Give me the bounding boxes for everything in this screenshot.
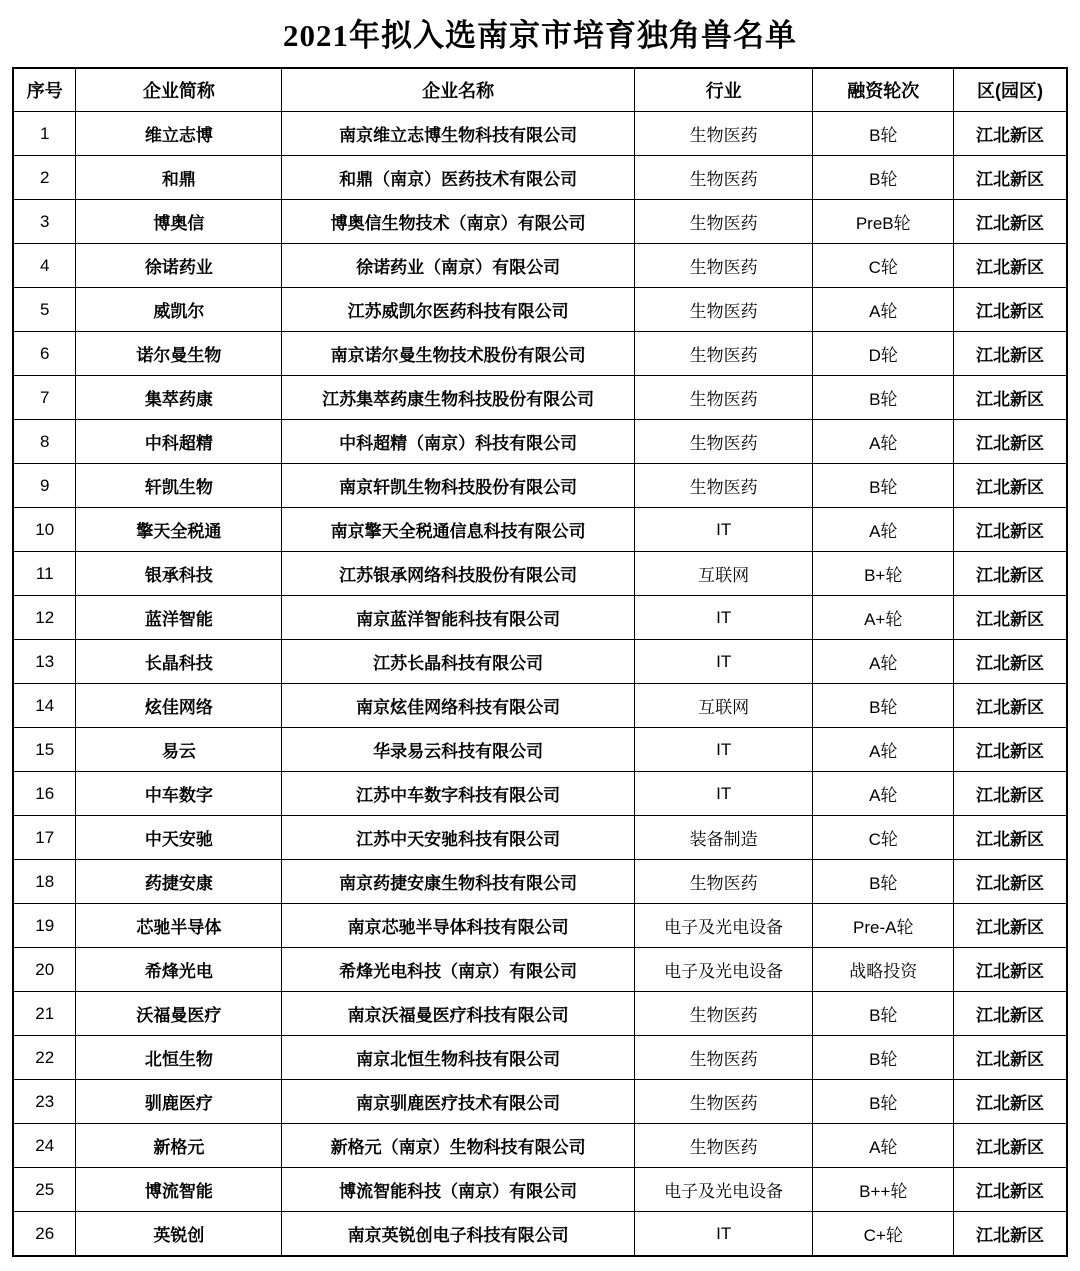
cell-short-name: 蓝洋智能 <box>76 596 282 640</box>
cell-industry: IT <box>634 508 812 552</box>
cell-district: 江北新区 <box>954 684 1067 728</box>
cell-index: 4 <box>13 244 76 288</box>
cell-district: 江北新区 <box>954 244 1067 288</box>
cell-funding-round: C+轮 <box>813 1212 954 1257</box>
cell-industry: 生物医药 <box>634 420 812 464</box>
cell-short-name: 轩凯生物 <box>76 464 282 508</box>
cell-index: 24 <box>13 1124 76 1168</box>
cell-industry: 生物医药 <box>634 464 812 508</box>
cell-funding-round: A轮 <box>813 420 954 464</box>
cell-short-name: 维立志博 <box>76 112 282 156</box>
cell-district: 江北新区 <box>954 948 1067 992</box>
cell-district: 江北新区 <box>954 860 1067 904</box>
cell-funding-round: 战略投资 <box>813 948 954 992</box>
cell-industry: 生物医药 <box>634 992 812 1036</box>
cell-funding-round: B++轮 <box>813 1168 954 1212</box>
cell-district: 江北新区 <box>954 640 1067 684</box>
cell-short-name: 希烽光电 <box>76 948 282 992</box>
cell-funding-round: Pre-A轮 <box>813 904 954 948</box>
table-row <box>13 684 1067 728</box>
table-row <box>13 1036 1067 1080</box>
cell-full-name: 华录易云科技有限公司 <box>282 728 635 772</box>
cell-full-name: 博流智能科技（南京）有限公司 <box>282 1168 635 1212</box>
cell-district: 江北新区 <box>954 1168 1067 1212</box>
table-row <box>13 464 1067 508</box>
cell-short-name: 中科超精 <box>76 420 282 464</box>
cell-full-name: 希烽光电科技（南京）有限公司 <box>282 948 635 992</box>
cell-short-name: 银承科技 <box>76 552 282 596</box>
cell-district: 江北新区 <box>954 508 1067 552</box>
cell-full-name: 南京沃福曼医疗科技有限公司 <box>282 992 635 1036</box>
cell-short-name: 驯鹿医疗 <box>76 1080 282 1124</box>
cell-district: 江北新区 <box>954 1080 1067 1124</box>
table-row <box>13 1212 1067 1257</box>
cell-industry: 电子及光电设备 <box>634 948 812 992</box>
table-row <box>13 816 1067 860</box>
cell-index: 25 <box>13 1168 76 1212</box>
unicorn-list-table <box>12 67 1068 1257</box>
cell-index: 19 <box>13 904 76 948</box>
cell-short-name: 易云 <box>76 728 282 772</box>
cell-full-name: 南京蓝洋智能科技有限公司 <box>282 596 635 640</box>
cell-index: 20 <box>13 948 76 992</box>
cell-funding-round: B+轮 <box>813 552 954 596</box>
cell-funding-round: A轮 <box>813 508 954 552</box>
cell-full-name: 南京炫佳网络科技有限公司 <box>282 684 635 728</box>
cell-district: 江北新区 <box>954 552 1067 596</box>
cell-district: 江北新区 <box>954 1036 1067 1080</box>
cell-index: 22 <box>13 1036 76 1080</box>
table-row <box>13 288 1067 332</box>
cell-short-name: 中车数字 <box>76 772 282 816</box>
cell-funding-round: D轮 <box>813 332 954 376</box>
cell-index: 10 <box>13 508 76 552</box>
cell-district: 江北新区 <box>954 464 1067 508</box>
cell-index: 14 <box>13 684 76 728</box>
cell-short-name: 徐诺药业 <box>76 244 282 288</box>
cell-funding-round: A轮 <box>813 772 954 816</box>
cell-district: 江北新区 <box>954 596 1067 640</box>
cell-funding-round: C轮 <box>813 816 954 860</box>
table-body <box>13 112 1067 1257</box>
cell-short-name: 药捷安康 <box>76 860 282 904</box>
cell-index: 26 <box>13 1212 76 1257</box>
cell-district: 江北新区 <box>954 1212 1067 1257</box>
cell-short-name: 擎天全税通 <box>76 508 282 552</box>
cell-industry: 电子及光电设备 <box>634 904 812 948</box>
cell-full-name: 南京诺尔曼生物技术股份有限公司 <box>282 332 635 376</box>
table-row <box>13 156 1067 200</box>
cell-full-name: 和鼎（南京）医药技术有限公司 <box>282 156 635 200</box>
cell-short-name: 集萃药康 <box>76 376 282 420</box>
cell-index: 6 <box>13 332 76 376</box>
cell-district: 江北新区 <box>954 728 1067 772</box>
cell-full-name: 中科超精（南京）科技有限公司 <box>282 420 635 464</box>
cell-full-name: 南京药捷安康生物科技有限公司 <box>282 860 635 904</box>
column-header-industry: 行业 <box>634 68 812 112</box>
cell-index: 15 <box>13 728 76 772</box>
cell-short-name: 炫佳网络 <box>76 684 282 728</box>
cell-index: 2 <box>13 156 76 200</box>
cell-funding-round: C轮 <box>813 244 954 288</box>
cell-index: 23 <box>13 1080 76 1124</box>
cell-industry: IT <box>634 1212 812 1257</box>
cell-index: 16 <box>13 772 76 816</box>
cell-funding-round: B轮 <box>813 860 954 904</box>
table-header <box>13 68 1067 112</box>
cell-full-name: 新格元（南京）生物科技有限公司 <box>282 1124 635 1168</box>
cell-funding-round: PreB轮 <box>813 200 954 244</box>
cell-short-name: 诺尔曼生物 <box>76 332 282 376</box>
cell-short-name: 和鼎 <box>76 156 282 200</box>
cell-funding-round: A+轮 <box>813 596 954 640</box>
table-row <box>13 376 1067 420</box>
cell-industry: 生物医药 <box>634 244 812 288</box>
cell-short-name: 博流智能 <box>76 1168 282 1212</box>
cell-short-name: 新格元 <box>76 1124 282 1168</box>
table-row <box>13 508 1067 552</box>
cell-full-name: 南京维立志博生物科技有限公司 <box>282 112 635 156</box>
table-row <box>13 904 1067 948</box>
table-row <box>13 728 1067 772</box>
cell-district: 江北新区 <box>954 992 1067 1036</box>
cell-full-name: 南京英锐创电子科技有限公司 <box>282 1212 635 1257</box>
cell-full-name: 江苏集萃药康生物科技股份有限公司 <box>282 376 635 420</box>
cell-short-name: 博奥信 <box>76 200 282 244</box>
cell-funding-round: B轮 <box>813 464 954 508</box>
cell-funding-round: B轮 <box>813 112 954 156</box>
cell-district: 江北新区 <box>954 332 1067 376</box>
cell-industry: IT <box>634 640 812 684</box>
table-row <box>13 244 1067 288</box>
cell-full-name: 南京北恒生物科技有限公司 <box>282 1036 635 1080</box>
cell-full-name: 博奥信生物技术（南京）有限公司 <box>282 200 635 244</box>
cell-district: 江北新区 <box>954 156 1067 200</box>
table-row <box>13 1168 1067 1212</box>
cell-industry: IT <box>634 772 812 816</box>
table-row <box>13 200 1067 244</box>
cell-full-name: 江苏中天安驰科技有限公司 <box>282 816 635 860</box>
table-row <box>13 1080 1067 1124</box>
cell-industry: 生物医药 <box>634 860 812 904</box>
cell-district: 江北新区 <box>954 1124 1067 1168</box>
cell-industry: 生物医药 <box>634 332 812 376</box>
cell-funding-round: A轮 <box>813 728 954 772</box>
cell-district: 江北新区 <box>954 200 1067 244</box>
cell-district: 江北新区 <box>954 376 1067 420</box>
table-header-row <box>13 68 1067 112</box>
cell-index: 3 <box>13 200 76 244</box>
cell-short-name: 芯驰半导体 <box>76 904 282 948</box>
cell-district: 江北新区 <box>954 112 1067 156</box>
cell-industry: 电子及光电设备 <box>634 1168 812 1212</box>
cell-industry: 生物医药 <box>634 1036 812 1080</box>
column-header-index: 序号 <box>13 68 76 112</box>
cell-industry: 生物医药 <box>634 1124 812 1168</box>
cell-industry: 装备制造 <box>634 816 812 860</box>
table-row <box>13 772 1067 816</box>
cell-funding-round: B轮 <box>813 1036 954 1080</box>
cell-index: 21 <box>13 992 76 1036</box>
cell-index: 13 <box>13 640 76 684</box>
cell-funding-round: B轮 <box>813 156 954 200</box>
cell-index: 9 <box>13 464 76 508</box>
cell-funding-round: A轮 <box>813 1124 954 1168</box>
cell-index: 18 <box>13 860 76 904</box>
cell-industry: IT <box>634 596 812 640</box>
page-title: 2021年拟入选南京市培育独角兽名单 <box>283 18 797 53</box>
cell-short-name: 英锐创 <box>76 1212 282 1257</box>
table-row <box>13 112 1067 156</box>
column-header-short-name: 企业简称 <box>76 68 282 112</box>
cell-industry: 生物医药 <box>634 376 812 420</box>
cell-index: 7 <box>13 376 76 420</box>
table-row <box>13 552 1067 596</box>
cell-index: 12 <box>13 596 76 640</box>
cell-full-name: 江苏中车数字科技有限公司 <box>282 772 635 816</box>
cell-full-name: 江苏银承网络科技股份有限公司 <box>282 552 635 596</box>
cell-index: 1 <box>13 112 76 156</box>
cell-funding-round: B轮 <box>813 684 954 728</box>
cell-full-name: 徐诺药业（南京）有限公司 <box>282 244 635 288</box>
cell-short-name: 北恒生物 <box>76 1036 282 1080</box>
cell-district: 江北新区 <box>954 288 1067 332</box>
cell-funding-round: B轮 <box>813 1080 954 1124</box>
cell-funding-round: A轮 <box>813 640 954 684</box>
cell-short-name: 威凯尔 <box>76 288 282 332</box>
cell-funding-round: A轮 <box>813 288 954 332</box>
cell-district: 江北新区 <box>954 420 1067 464</box>
cell-industry: 生物医药 <box>634 112 812 156</box>
table-row <box>13 640 1067 684</box>
column-header-district: 区(园区) <box>954 68 1067 112</box>
cell-industry: 互联网 <box>634 552 812 596</box>
cell-industry: 生物医药 <box>634 288 812 332</box>
table-row <box>13 332 1067 376</box>
cell-district: 江北新区 <box>954 904 1067 948</box>
cell-index: 17 <box>13 816 76 860</box>
cell-funding-round: B轮 <box>813 992 954 1036</box>
cell-industry: IT <box>634 728 812 772</box>
column-header-full-name: 企业名称 <box>282 68 635 112</box>
cell-funding-round: B轮 <box>813 376 954 420</box>
cell-full-name: 江苏长晶科技有限公司 <box>282 640 635 684</box>
cell-index: 11 <box>13 552 76 596</box>
cell-short-name: 沃福曼医疗 <box>76 992 282 1036</box>
table-row <box>13 596 1067 640</box>
table-row <box>13 948 1067 992</box>
column-header-funding-round: 融资轮次 <box>813 68 954 112</box>
cell-full-name: 南京轩凯生物科技股份有限公司 <box>282 464 635 508</box>
cell-full-name: 南京擎天全税通信息科技有限公司 <box>282 508 635 552</box>
table-row <box>13 992 1067 1036</box>
cell-index: 8 <box>13 420 76 464</box>
cell-industry: 生物医药 <box>634 200 812 244</box>
cell-short-name: 中天安驰 <box>76 816 282 860</box>
cell-index: 5 <box>13 288 76 332</box>
cell-full-name: 南京驯鹿医疗技术有限公司 <box>282 1080 635 1124</box>
cell-district: 江北新区 <box>954 772 1067 816</box>
cell-industry: 互联网 <box>634 684 812 728</box>
cell-short-name: 长晶科技 <box>76 640 282 684</box>
cell-district: 江北新区 <box>954 816 1067 860</box>
table-row <box>13 1124 1067 1168</box>
cell-industry: 生物医药 <box>634 1080 812 1124</box>
cell-full-name: 南京芯驰半导体科技有限公司 <box>282 904 635 948</box>
table-row <box>13 420 1067 464</box>
cell-industry: 生物医药 <box>634 156 812 200</box>
cell-full-name: 江苏威凯尔医药科技有限公司 <box>282 288 635 332</box>
table-row <box>13 860 1067 904</box>
